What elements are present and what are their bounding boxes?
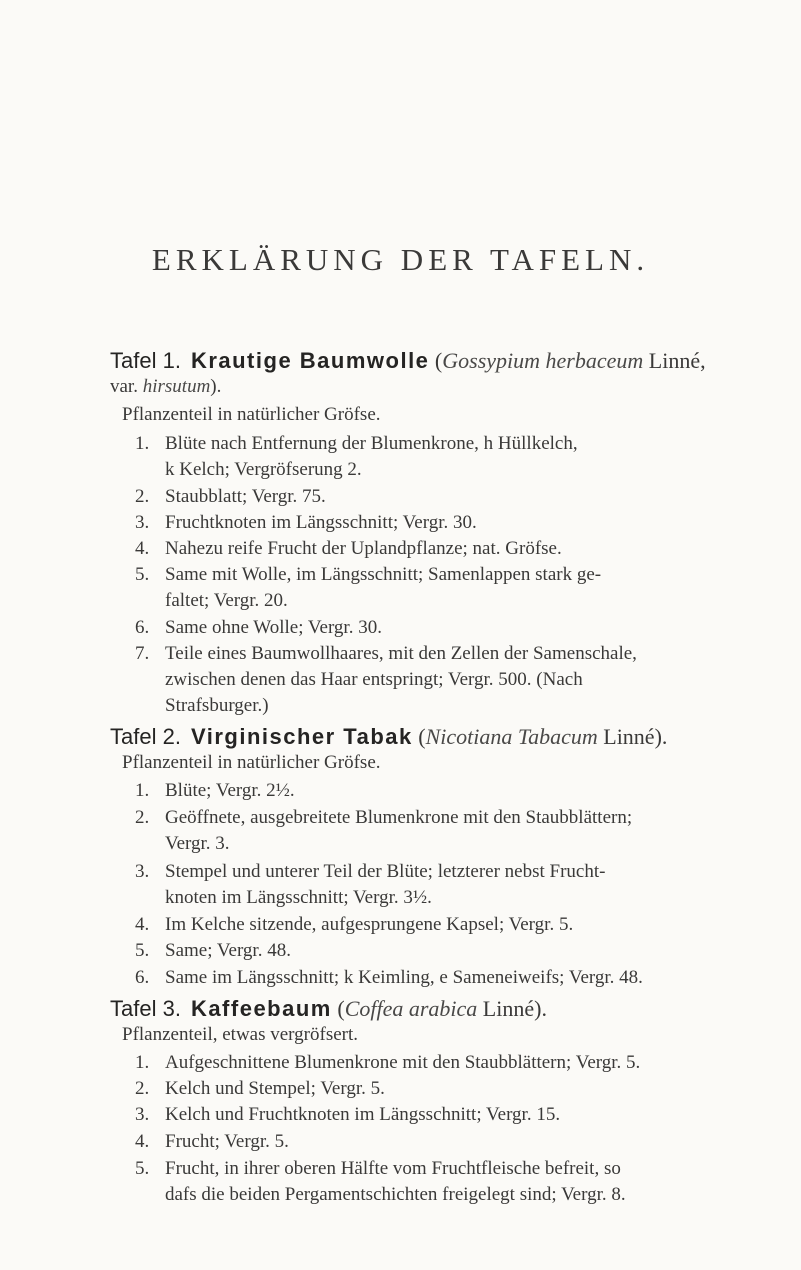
- tafel-1-intro: Pflanzenteil in natürlicher Gröfse.: [122, 404, 381, 425]
- list-item: 4. Frucht; Vergr. 5.: [135, 1131, 289, 1152]
- list-item-continuation: zwischen denen das Haar entspringt; Vergr. 500. (Nach: [165, 669, 583, 690]
- tafel-1-variety-line: [110, 376, 221, 398]
- tafel-3-paren: (: [337, 996, 345, 1021]
- tafel-1-paren: (: [434, 348, 443, 373]
- list-item: 7. Teile eines Baumwollhaares, mit den Zellen der Samenschale,: [135, 643, 637, 664]
- tafel-3-latin: Coffea arabica: [344, 996, 478, 1021]
- tafel-1-latin: Gossypium herbaceum: [442, 348, 644, 373]
- tafel-3-title-line: [110, 996, 761, 1022]
- list-item: 4. Nahezu reife Frucht der Uplandpflanze; nat. Gröfse.: [135, 538, 562, 559]
- list-item: 3. Fruchtknoten im Längsschnitt; Vergr. 30.: [135, 512, 477, 533]
- list-item: 6. Same im Längsschnitt; k Keimling, e Sameneiweifs; Vergr. 48.: [135, 967, 643, 988]
- list-item: 5. Same; Vergr. 48.: [135, 940, 291, 961]
- list-item: 4. Im Kelche sitzende, aufgesprungene Kapsel; Vergr. 5.: [135, 914, 574, 935]
- tafel-3-author: Linné).: [477, 996, 547, 1021]
- tafel-2-author: Linné).: [597, 724, 668, 749]
- tafel-1-label: Tafel 1.: [110, 348, 181, 373]
- list-item: 2. Staubblatt; Vergr. 75.: [135, 486, 326, 507]
- tafel-1-title-line: [110, 348, 761, 374]
- tafel-2-title-line: [110, 724, 761, 750]
- tafel-1-var-suffix: ).: [210, 376, 222, 397]
- list-item: 5. Same mit Wolle, im Längsschnitt; Samenlappen stark ge-: [135, 564, 602, 585]
- tafel-1-var-prefix: var.: [110, 376, 143, 397]
- list-item: 2. Geöffnete, ausgebreitete Blumenkrone mit den Staubblättern;: [135, 807, 633, 828]
- list-item: 5. Frucht, in ihrer oberen Hälfte vom Fruchtfleische befreit, so: [135, 1158, 621, 1179]
- tafel-1-author: Linné,: [643, 348, 706, 373]
- tafel-2-intro: Pflanzenteil in natürlicher Gröfse.: [122, 752, 381, 773]
- tafel-2-label: Tafel 2.: [110, 724, 181, 749]
- list-item-continuation: k Kelch; Vergröfserung 2.: [165, 459, 362, 480]
- tafel-2-name: Virginischer Tabak: [190, 724, 413, 749]
- list-item: 1. Blüte; Vergr. 2½.: [135, 780, 295, 801]
- list-item: 3. Stempel und unterer Teil der Blüte; letzterer nebst Frucht-: [135, 861, 606, 882]
- list-item-continuation: faltet; Vergr. 20.: [165, 590, 288, 611]
- tafel-3-label: Tafel 3.: [110, 996, 181, 1021]
- page-heading: ERKLÄRUNG DER TAFELN.: [151, 242, 650, 277]
- tafel-1-name: Krautige Baumwolle: [190, 348, 430, 373]
- list-item: 3. Kelch und Fruchtknoten im Längsschnitt; Vergr. 15.: [135, 1104, 561, 1125]
- tafel-2-paren: (: [418, 724, 426, 749]
- list-item-continuation: knoten im Längsschnitt; Vergr. 3½.: [165, 887, 432, 908]
- list-item: 6. Same ohne Wolle; Vergr. 30.: [135, 617, 382, 638]
- list-item-continuation: Vergr. 3.: [165, 833, 230, 854]
- tafel-2-latin: Nicotiana Tabacum: [425, 724, 598, 749]
- tafel-3-intro: Pflanzenteil, etwas vergröfsert.: [122, 1024, 359, 1045]
- list-item-continuation: dafs die beiden Pergamentschichten freigelegt sind; Vergr. 8.: [165, 1184, 626, 1205]
- tafel-1-var-latin: hirsutum: [142, 376, 211, 397]
- list-item-continuation: Strafsburger.): [165, 695, 269, 716]
- list-item: 1. Blüte nach Entfernung der Blumenkrone, h Hüllkelch,: [135, 433, 578, 454]
- list-item: 1. Aufgeschnittene Blumenkrone mit den Staubblättern; Vergr. 5.: [135, 1052, 641, 1073]
- list-item: 2. Kelch und Stempel; Vergr. 5.: [135, 1078, 385, 1099]
- tafel-3-name: Kaffeebaum: [190, 996, 332, 1021]
